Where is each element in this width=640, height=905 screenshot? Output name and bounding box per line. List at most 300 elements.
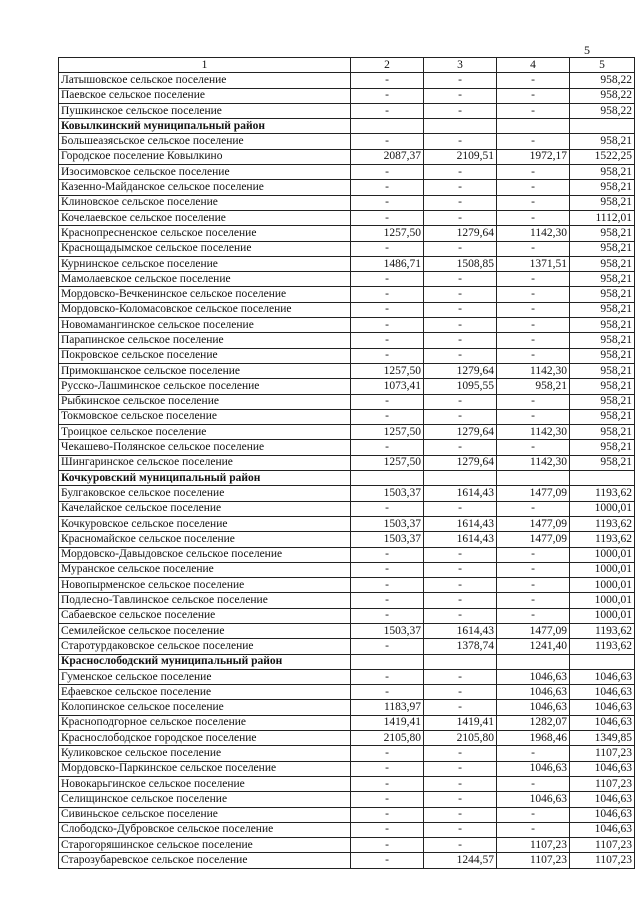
value-col-3: -	[424, 669, 497, 684]
settlement-name: Примокшанское сельское поселение	[59, 363, 351, 378]
district-row	[59, 119, 635, 134]
value-col-4: -	[497, 165, 570, 180]
value-col-5: 958,21	[570, 272, 635, 287]
value-col-2: 1503,37	[351, 486, 424, 501]
settlement-name: Чекашево-Полянское сельское поселение	[59, 440, 351, 455]
value-col-5: 1193,62	[570, 639, 635, 654]
value-col-4: 1477,09	[497, 623, 570, 638]
value-col-2: 2087,37	[351, 149, 424, 164]
value-col-3: 1614,43	[424, 532, 497, 547]
table-row	[59, 516, 635, 531]
value-col-2: -	[351, 593, 424, 608]
value-col-2: -	[351, 761, 424, 776]
value-col-3: -	[424, 822, 497, 837]
table-row	[59, 318, 635, 333]
value-col-4: 1282,07	[497, 715, 570, 730]
settlement-name: Шингаринское сельское поселение	[59, 455, 351, 470]
value-col-5: 1046,63	[570, 792, 635, 807]
header-cell-1: 1	[59, 58, 351, 73]
value-col-5: 958,22	[570, 103, 635, 118]
table-row	[59, 700, 635, 715]
header-row	[59, 58, 635, 73]
settlement-name: Колопинское сельское поселение	[59, 700, 351, 715]
table-row	[59, 348, 635, 363]
value-col-3: -	[424, 287, 497, 302]
settlement-name: Краснопресненское сельское поселение	[59, 226, 351, 241]
value-col-4: -	[497, 562, 570, 577]
table-row	[59, 394, 635, 409]
table-row	[59, 256, 635, 271]
value-col-3: -	[424, 685, 497, 700]
value-col-4: -	[497, 394, 570, 409]
value-col-4: 1371,51	[497, 256, 570, 271]
value-col-3: -	[424, 838, 497, 853]
settlement-name: Казенно-Майданское сельское поселение	[59, 180, 351, 195]
empty-cell	[424, 119, 497, 134]
table-row	[59, 363, 635, 378]
value-col-4: -	[497, 807, 570, 822]
table-row	[59, 838, 635, 853]
table-row	[59, 195, 635, 210]
value-col-3: -	[424, 807, 497, 822]
value-col-4: -	[497, 440, 570, 455]
header-cell-2: 2	[351, 58, 424, 73]
settlement-name: Краснoподгорное сельское поселение	[59, 715, 351, 730]
table-row	[59, 333, 635, 348]
settlement-name: Старозубаревское сельское поселение	[59, 853, 351, 868]
value-col-5: 958,21	[570, 180, 635, 195]
value-col-5: 958,22	[570, 88, 635, 103]
value-col-2: -	[351, 639, 424, 654]
value-col-3: -	[424, 547, 497, 562]
settlement-name: Сивиньское сельское поселение	[59, 807, 351, 822]
settlement-name: Слободско-Дубровское сельское поселение	[59, 822, 351, 837]
value-col-3: 1279,64	[424, 455, 497, 470]
settlement-name: Курнинское сельское поселение	[59, 256, 351, 271]
value-col-4: 1107,23	[497, 838, 570, 853]
value-col-3: 1378,74	[424, 639, 497, 654]
value-col-4: 1046,63	[497, 761, 570, 776]
value-col-4: 1142,30	[497, 226, 570, 241]
settlement-name: Новомамангинское сельское поселение	[59, 318, 351, 333]
header-cell-4: 4	[497, 58, 570, 73]
table-row	[59, 853, 635, 868]
value-col-3: -	[424, 746, 497, 761]
settlement-name: Краснослободское городское поселение	[59, 731, 351, 746]
table-row	[59, 562, 635, 577]
value-col-4: -	[497, 287, 570, 302]
value-col-3: 1614,43	[424, 486, 497, 501]
settlement-name: Ефаевское сельское поселение	[59, 685, 351, 700]
value-col-4: -	[497, 210, 570, 225]
value-col-5: 958,21	[570, 348, 635, 363]
table-row	[59, 547, 635, 562]
value-col-2: -	[351, 180, 424, 195]
value-col-5: 1046,63	[570, 822, 635, 837]
value-col-5: 958,21	[570, 455, 635, 470]
settlement-name: Муранское сельское поселение	[59, 562, 351, 577]
table-row	[59, 440, 635, 455]
value-col-5: 958,21	[570, 226, 635, 241]
value-col-2: 1503,37	[351, 532, 424, 547]
settlement-name: Латышовское сельское поселение	[59, 73, 351, 88]
value-col-3: 1095,55	[424, 379, 497, 394]
district-name: Кочкуровский муниципальный район	[59, 471, 351, 486]
value-col-4: 1046,63	[497, 669, 570, 684]
value-col-3: 1419,41	[424, 715, 497, 730]
value-col-5: 958,22	[570, 73, 635, 88]
table-row	[59, 103, 635, 118]
empty-cell	[497, 471, 570, 486]
value-col-2: -	[351, 578, 424, 593]
table-row	[59, 669, 635, 684]
value-col-4: -	[497, 88, 570, 103]
value-col-5: 958,21	[570, 241, 635, 256]
value-col-3: 1508,85	[424, 256, 497, 271]
value-col-4: -	[497, 272, 570, 287]
table-row	[59, 623, 635, 638]
value-col-3: -	[424, 608, 497, 623]
value-col-2: 1503,37	[351, 516, 424, 531]
value-col-4: -	[497, 501, 570, 516]
value-col-2: -	[351, 394, 424, 409]
value-col-5: 958,21	[570, 287, 635, 302]
value-col-4: -	[497, 134, 570, 149]
table-row	[59, 578, 635, 593]
value-col-2: -	[351, 103, 424, 118]
value-col-2: -	[351, 333, 424, 348]
table-row	[59, 134, 635, 149]
value-col-4: -	[497, 73, 570, 88]
settlement-name: Пушкинское сельское поселение	[59, 103, 351, 118]
empty-cell	[497, 654, 570, 669]
value-col-4: -	[497, 348, 570, 363]
table-row	[59, 409, 635, 424]
table-row	[59, 455, 635, 470]
settlement-name: Краснощадымское сельское поселение	[59, 241, 351, 256]
value-col-3: -	[424, 88, 497, 103]
value-col-3: -	[424, 593, 497, 608]
value-col-2: -	[351, 685, 424, 700]
value-col-2: -	[351, 88, 424, 103]
value-col-2: 1419,41	[351, 715, 424, 730]
value-col-2: -	[351, 853, 424, 868]
settlement-name: Новопырменское сельское поселение	[59, 578, 351, 593]
value-col-4: -	[497, 241, 570, 256]
value-col-3: -	[424, 134, 497, 149]
value-col-4: -	[497, 593, 570, 608]
value-col-4: 1968,46	[497, 731, 570, 746]
value-col-3: -	[424, 409, 497, 424]
value-col-5: 958,21	[570, 425, 635, 440]
empty-cell	[424, 654, 497, 669]
value-col-5: 1000,01	[570, 578, 635, 593]
empty-cell	[351, 119, 424, 134]
table-row	[59, 88, 635, 103]
settlement-name: Кочкуровское сельское поселение	[59, 516, 351, 531]
value-col-2: -	[351, 792, 424, 807]
empty-cell	[570, 654, 635, 669]
table-row	[59, 272, 635, 287]
value-col-4: -	[497, 333, 570, 348]
value-col-5: 958,21	[570, 363, 635, 378]
settlement-name: Старогоряшинское сельское поселение	[59, 838, 351, 853]
value-col-5: 1046,63	[570, 700, 635, 715]
value-col-3: -	[424, 241, 497, 256]
value-col-5: 1000,01	[570, 562, 635, 577]
value-col-2: -	[351, 195, 424, 210]
table-row	[59, 639, 635, 654]
value-col-2: -	[351, 608, 424, 623]
value-col-3: -	[424, 792, 497, 807]
settlement-name: Парапинское сельское поселение	[59, 333, 351, 348]
value-col-4: -	[497, 195, 570, 210]
district-name: Ковылкинский муниципальный район	[59, 119, 351, 134]
value-col-4: -	[497, 822, 570, 837]
value-col-2: -	[351, 134, 424, 149]
value-col-4: 1142,30	[497, 363, 570, 378]
value-col-5: 958,21	[570, 256, 635, 271]
value-col-4: 1142,30	[497, 455, 570, 470]
table-row	[59, 486, 635, 501]
empty-cell	[570, 471, 635, 486]
value-col-3: 1244,57	[424, 853, 497, 868]
district-row	[59, 471, 635, 486]
value-col-4: 1477,09	[497, 516, 570, 531]
value-col-2: -	[351, 547, 424, 562]
value-col-3: -	[424, 440, 497, 455]
table-row	[59, 822, 635, 837]
value-col-2: -	[351, 73, 424, 88]
value-col-3: -	[424, 165, 497, 180]
table-row	[59, 425, 635, 440]
value-col-4: -	[497, 409, 570, 424]
value-col-2: -	[351, 807, 424, 822]
table-row	[59, 287, 635, 302]
value-col-5: 1349,85	[570, 731, 635, 746]
value-col-5: 1107,23	[570, 776, 635, 791]
value-col-2: -	[351, 241, 424, 256]
settlement-name: Булгаковское сельское поселение	[59, 486, 351, 501]
value-col-4: -	[497, 302, 570, 317]
value-col-3: -	[424, 761, 497, 776]
value-col-3: -	[424, 333, 497, 348]
settlement-name: Городское поселение Ковылкино	[59, 149, 351, 164]
value-col-5: 958,21	[570, 394, 635, 409]
value-col-5: 1046,63	[570, 807, 635, 822]
value-col-3: 1279,64	[424, 425, 497, 440]
settlement-name: Русско-Лашминское сельское поселение	[59, 379, 351, 394]
value-col-2: -	[351, 165, 424, 180]
district-row	[59, 654, 635, 669]
value-col-5: 958,21	[570, 134, 635, 149]
table-row	[59, 241, 635, 256]
value-col-2: 1183,97	[351, 700, 424, 715]
value-col-3: -	[424, 73, 497, 88]
table-row	[59, 379, 635, 394]
empty-cell	[351, 654, 424, 669]
value-col-2: -	[351, 287, 424, 302]
header-cell-5: 5	[570, 58, 635, 73]
value-col-4: 1046,63	[497, 792, 570, 807]
value-col-5: 958,21	[570, 165, 635, 180]
value-col-4: 958,21	[497, 379, 570, 394]
value-col-4: 1972,17	[497, 149, 570, 164]
value-col-5: 1112,01	[570, 210, 635, 225]
value-col-2: 1257,50	[351, 455, 424, 470]
value-col-5: 1193,62	[570, 623, 635, 638]
value-col-4: 1046,63	[497, 685, 570, 700]
settlement-name: Мордовско-Вечкенинское сельское поселение	[59, 287, 351, 302]
settlement-name: Мордовско-Давыдовское сельское поселение	[59, 547, 351, 562]
value-col-4: -	[497, 578, 570, 593]
settlement-name: Сабаевское сельское поселение	[59, 608, 351, 623]
value-col-2: -	[351, 318, 424, 333]
empty-cell	[497, 119, 570, 134]
table-row	[59, 593, 635, 608]
value-col-3: -	[424, 103, 497, 118]
value-col-4: -	[497, 180, 570, 195]
table-row	[59, 210, 635, 225]
value-col-5: 1107,23	[570, 746, 635, 761]
value-col-5: 1000,01	[570, 547, 635, 562]
value-col-3: 1279,64	[424, 226, 497, 241]
value-col-5: 1107,23	[570, 853, 635, 868]
value-col-4: -	[497, 608, 570, 623]
table-row	[59, 715, 635, 730]
settlement-name: Гуменское сельское поселение	[59, 669, 351, 684]
settlement-name: Большеазясьское сельское поселение	[59, 134, 351, 149]
page-number: 5	[584, 43, 590, 57]
table-row	[59, 792, 635, 807]
value-col-2: -	[351, 669, 424, 684]
value-col-2: 1257,50	[351, 425, 424, 440]
settlement-name: Качелайское сельское поселение	[59, 501, 351, 516]
value-col-5: 958,21	[570, 195, 635, 210]
settlement-name: Токмовское сельское поселение	[59, 409, 351, 424]
value-col-5: 1107,23	[570, 838, 635, 853]
value-col-4: -	[497, 746, 570, 761]
table-row	[59, 746, 635, 761]
table-row	[59, 685, 635, 700]
settlement-name: Старотурдаковское сельское поселение	[59, 639, 351, 654]
header-cell-3: 3	[424, 58, 497, 73]
value-col-3: -	[424, 348, 497, 363]
value-col-2: 1257,50	[351, 226, 424, 241]
value-col-2: 1486,71	[351, 256, 424, 271]
value-col-5: 1000,01	[570, 501, 635, 516]
settlement-name: Мордовско-Паркинское сельское поселение	[59, 761, 351, 776]
value-col-2: 2105,80	[351, 731, 424, 746]
tariff-table	[58, 57, 635, 869]
value-col-2: -	[351, 210, 424, 225]
value-col-3: 1614,43	[424, 516, 497, 531]
table-row	[59, 165, 635, 180]
value-col-5: 958,21	[570, 333, 635, 348]
settlement-name: Новокарьгинское сельское поселение	[59, 776, 351, 791]
value-col-2: -	[351, 409, 424, 424]
value-col-5: 958,21	[570, 318, 635, 333]
value-col-5: 1193,62	[570, 516, 635, 531]
settlement-name: Троицкое сельское поселение	[59, 425, 351, 440]
value-col-4: -	[497, 547, 570, 562]
table-row	[59, 761, 635, 776]
value-col-5: 958,21	[570, 440, 635, 455]
value-col-2: -	[351, 776, 424, 791]
value-col-5: 1000,01	[570, 608, 635, 623]
value-col-4: 1046,63	[497, 700, 570, 715]
value-col-5: 958,21	[570, 409, 635, 424]
settlement-name: Подлесно-Тавлинское сельское поселение	[59, 593, 351, 608]
value-col-5: 1046,63	[570, 715, 635, 730]
value-col-4: -	[497, 103, 570, 118]
settlement-name: Покровское сельское поселение	[59, 348, 351, 363]
settlement-name: Селищинское сельское поселение	[59, 792, 351, 807]
value-col-3: -	[424, 394, 497, 409]
value-col-5: 1522,25	[570, 149, 635, 164]
value-col-2: -	[351, 822, 424, 837]
value-col-2: -	[351, 501, 424, 516]
value-col-2: -	[351, 562, 424, 577]
value-col-5: 1046,63	[570, 685, 635, 700]
value-col-3: -	[424, 195, 497, 210]
value-col-3: 1614,43	[424, 623, 497, 638]
settlement-name: Красномайское сельское поселение	[59, 532, 351, 547]
value-col-3: 1279,64	[424, 363, 497, 378]
table-row	[59, 532, 635, 547]
value-col-2: -	[351, 838, 424, 853]
value-col-2: -	[351, 348, 424, 363]
value-col-4: 1107,23	[497, 853, 570, 868]
value-col-5: 1193,62	[570, 486, 635, 501]
value-col-4: -	[497, 318, 570, 333]
district-name: Краснослободский муниципальный район	[59, 654, 351, 669]
settlement-name: Клиновское сельское поселение	[59, 195, 351, 210]
value-col-4: 1477,09	[497, 532, 570, 547]
value-col-3: -	[424, 210, 497, 225]
value-col-5: 1046,63	[570, 669, 635, 684]
settlement-name: Рыбкинское сельское поселение	[59, 394, 351, 409]
settlement-name: Куликовское сельское поселение	[59, 746, 351, 761]
value-col-4: 1241,40	[497, 639, 570, 654]
value-col-4: -	[497, 776, 570, 791]
value-col-5: 1046,63	[570, 761, 635, 776]
value-col-3: -	[424, 562, 497, 577]
table-row	[59, 807, 635, 822]
value-col-3: -	[424, 180, 497, 195]
value-col-2: -	[351, 302, 424, 317]
empty-cell	[351, 471, 424, 486]
table-row	[59, 731, 635, 746]
value-col-2: 1073,41	[351, 379, 424, 394]
table-row	[59, 180, 635, 195]
value-col-2: 1257,50	[351, 363, 424, 378]
value-col-4: 1142,30	[497, 425, 570, 440]
settlement-name: Семилейское сельское поселение	[59, 623, 351, 638]
value-col-2: 1503,37	[351, 623, 424, 638]
value-col-5: 1000,01	[570, 593, 635, 608]
settlement-name: Кочелаевское сельское поселение	[59, 210, 351, 225]
value-col-3: -	[424, 272, 497, 287]
value-col-3: -	[424, 501, 497, 516]
value-col-3: -	[424, 776, 497, 791]
value-col-5: 958,21	[570, 379, 635, 394]
settlement-name: Мамолаевское сельское поселение	[59, 272, 351, 287]
value-col-2: -	[351, 440, 424, 455]
table-body	[59, 58, 635, 869]
value-col-2: -	[351, 746, 424, 761]
table-row	[59, 226, 635, 241]
